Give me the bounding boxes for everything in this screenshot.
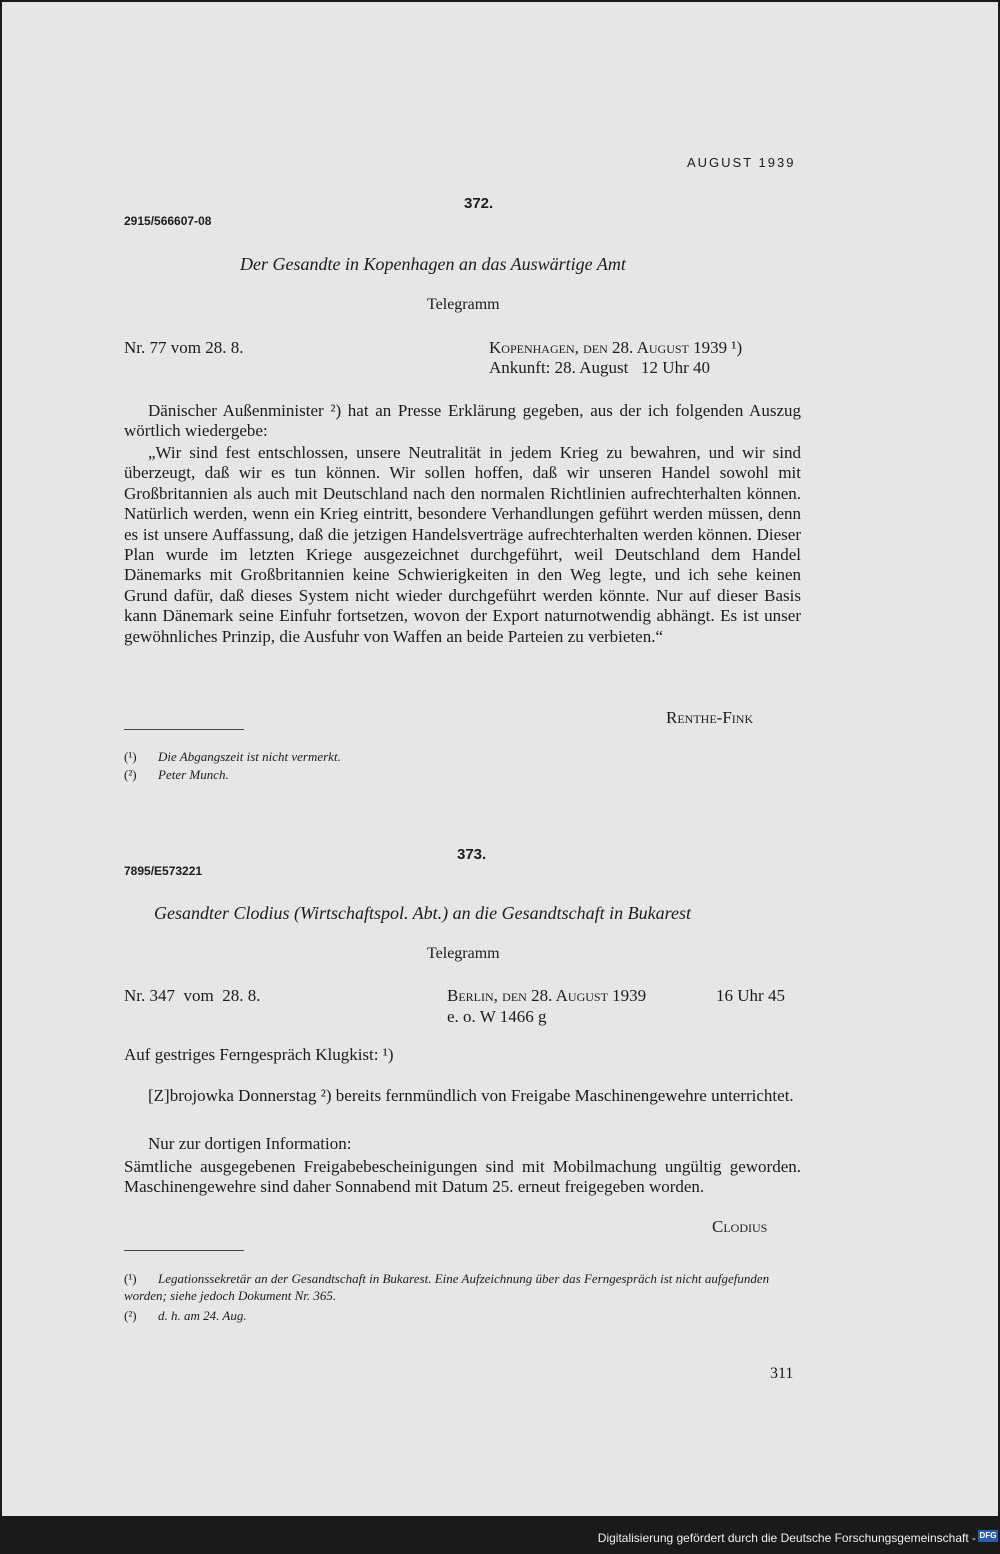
send-time-373: 16 Uhr 45 [716, 986, 785, 1005]
footnote-372-1 [124, 748, 801, 765]
place-date-372: Kopenhagen, den 28. August 1939 ¹) [489, 338, 743, 357]
footnote-373-2 [124, 1307, 801, 1324]
footnote-marker: (¹) [124, 1271, 137, 1286]
file-reference-372: 2915/566607-08 [124, 214, 212, 228]
footnote-text: Legationssekretär an der Gesandtschaft in Bukarest. Eine Aufzeichnung über das Ferngespräch ist nicht aufgefunden worden; siehe jedoch Dokument Nr. 365. [124, 1271, 770, 1303]
dfg-logo-icon: DFG [979, 1531, 997, 1540]
footnote-marker: (²) [124, 767, 137, 782]
telegram-number-373: Nr. 347 vom 28. 8. [124, 986, 261, 1005]
signature-372: Renthe-Fink [666, 708, 754, 727]
document-title-373: Gesandter Clodius (Wirtschaftspol. Abt.) an die Gesandtschaft in Bukarest [154, 903, 691, 923]
document-type-372: Telegramm [427, 296, 500, 313]
footnote-372-2 [124, 766, 801, 783]
running-head: AUGUST 1939 [687, 155, 796, 170]
document-page [2, 2, 998, 1516]
paragraph-373-2: [Z]brojowka Donnerstag ²) bereits fernmündlich von Freigabe Maschinengewehre unterrichtet. [148, 1086, 794, 1105]
page-number: 311 [770, 1365, 794, 1382]
paragraph-373-1: Auf gestriges Ferngespräch Klugkist: ¹) [124, 1045, 394, 1064]
place-date-373: Berlin, den 28. August 1939 [447, 986, 647, 1005]
footnote-text: d. h. am 24. Aug. [158, 1308, 247, 1323]
footnote-373-1 [124, 1270, 801, 1304]
footnote-text: Die Abgangszeit ist nicht vermerkt. [158, 749, 341, 764]
file-reference-373: 7895/E573221 [124, 864, 203, 878]
paragraph-372-quote: „Wir sind fest entschlossen, unsere Neutralität in jedem Krieg zu bewahren, und wir sind überzeugt, daß wir es tun können. Wir sollen hoffen, daß wir unseren Handel sowohl mit Großbritannien als auch mit Deutschland nach den normalen Richtlinien aufrechterhalten können. Natürlich werden, wenn ein Krieg eintritt, besondere Verhandlungen geführt werden müssen, denn es ist unsere Auffassung, daß die jetzigen Handelsverträge aufrechterhalten werden können. Dieser Plan wurde im letzten Kriege ausgezeichnet durchgeführt, weil Deutschland dem Handel Dänemarks mit Großbritannien keine Schwierigkeiten in den Weg legte, und ich sehe keinen Grund dafür, daß dieses System nicht wieder durchgeführt werden könnte. Nur auf dieser Basis kann Dänemark seine Einfuhr fortsetzen, wovon der Export naturnotwendig abhängt. Es ist unser gewöhnliches Prinzip, die Ausfuhr von Waffen an beide Parteien zu verbieten.“ [124, 443, 801, 646]
paragraph-372-intro: Dänischer Außenminister ²) hat an Presse Erklärung gegeben, aus der ich folgenden Auszug wörtlich wiedergebe: [124, 401, 801, 441]
document-type-373: Telegramm [427, 945, 500, 962]
paragraph-373-4: Sämtliche ausgegebenen Freigabebescheinigungen sind mit Mobilmachung ungültig geworden. Maschinengewehre sind daher Sonnabend mit Datum 25. erneut freigegeben worden. [124, 1157, 801, 1197]
footnote-marker: (²) [124, 1308, 137, 1323]
footnote-marker: (¹) [124, 749, 137, 764]
footnote-divider-373 [124, 1250, 244, 1251]
document-number-372: 372. [464, 195, 494, 212]
arrival-time-372: Ankunft: 28. August 12 Uhr 40 [489, 358, 710, 377]
document-title-372: Der Gesandte in Kopenhagen an das Auswärtige Amt [240, 254, 626, 274]
paragraph-373-3: Nur zur dortigen Information: [148, 1134, 352, 1153]
funding-credit: Digitalisierung gefördert durch die Deutsche Forschungsgemeinschaft - [597, 1531, 976, 1545]
footnote-divider-372 [124, 729, 244, 730]
telegram-number-372: Nr. 77 vom 28. 8. [124, 338, 244, 357]
signature-373: Clodius [712, 1217, 768, 1236]
journal-number-373: e. o. W 1466 g [447, 1007, 547, 1026]
footnote-text: Peter Munch. [158, 767, 229, 782]
document-number-373: 373. [457, 846, 487, 863]
